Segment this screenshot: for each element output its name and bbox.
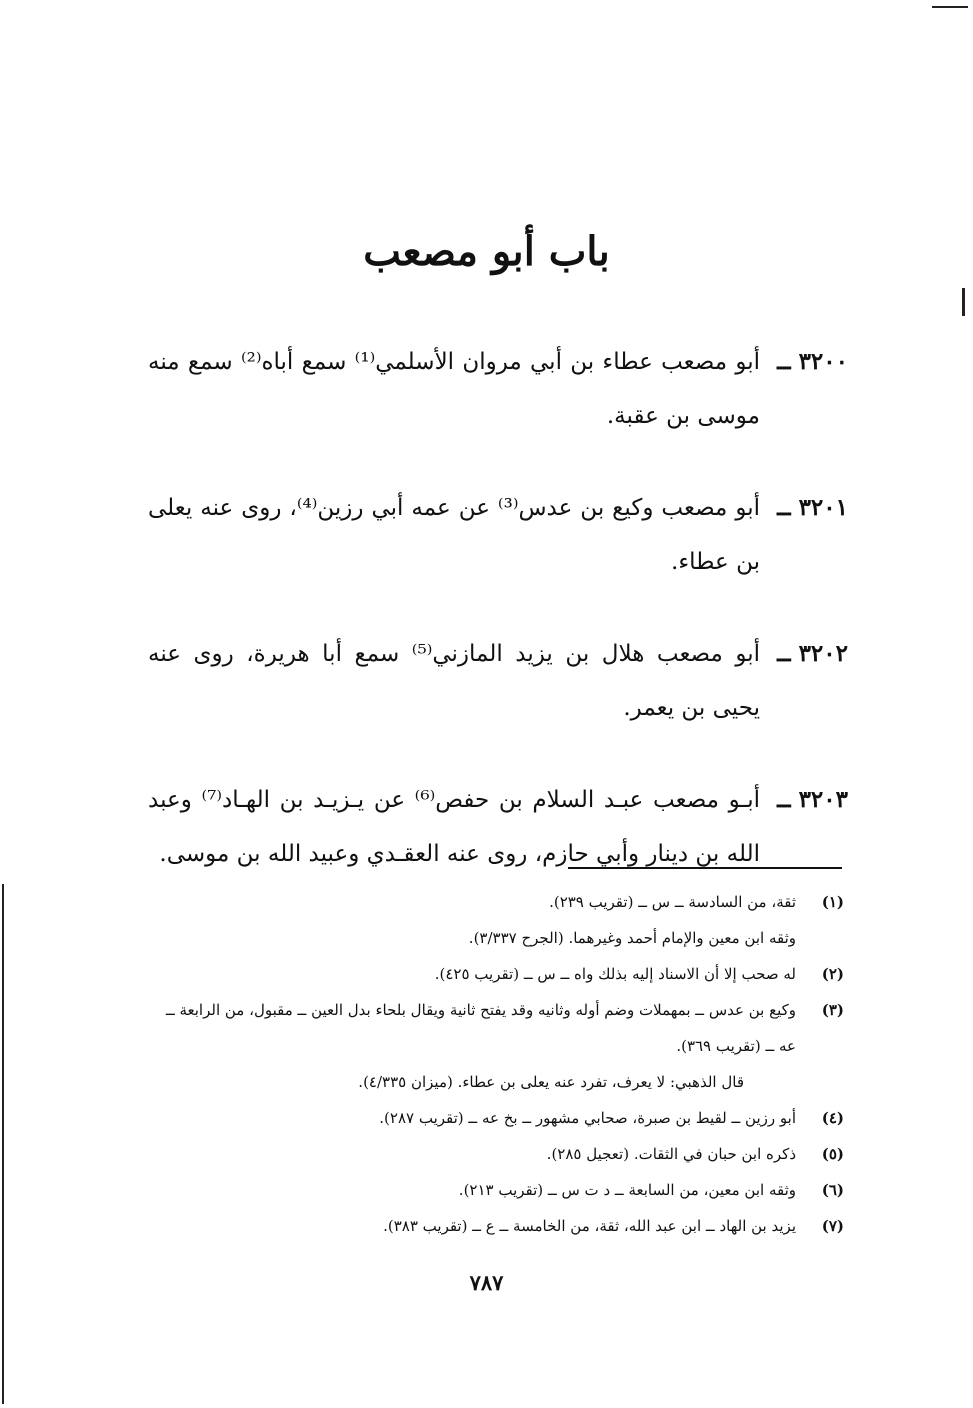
footnote-number: (٣) <box>821 1001 844 1019</box>
footnote-separator <box>568 867 842 869</box>
footnote-number: (٧) <box>821 1217 844 1235</box>
footnote-text: له صحب إلا أن الاسناد إليه بذلك واه ــ س ــ (تقريب ٤٢٥). <box>434 965 796 983</box>
entry-number: ٣٢٠٣ ــ <box>777 786 848 813</box>
footnote-3 <box>148 992 844 1064</box>
footnote-1 <box>148 884 844 920</box>
entry-3203 <box>148 773 848 881</box>
footnote-number: (١) <box>821 893 844 911</box>
footnotes-list <box>148 884 844 1244</box>
scan-edge-mark-right <box>962 288 965 316</box>
footnote-2 <box>148 956 844 992</box>
entry-3201 <box>148 481 848 589</box>
scan-edge-mark-left <box>2 884 4 1404</box>
footnote-text: يزيد بن الهاد ــ ابن عبد الله، ثقة، من الخامسة ــ ع ــ (تقريب ٣٨٣). <box>383 1217 796 1235</box>
entry-text: أبـو مصعب عبـد السلام بن حفص⁽⁶⁾ عن يـزيـد بن الهـاد⁽⁷⁾ وعبد الله بن دينار وأبي حازم، روى عنه العقـدي وعبيد الله بن موسى. <box>148 787 761 867</box>
page-number: ٧٨٧ <box>469 1270 504 1295</box>
page-title: باب أبو مصعب <box>363 228 610 275</box>
footnote-7 <box>148 1208 844 1244</box>
footnote-text: وكيع بن عدس ــ بمهملات وضم أوله وثانيه وقد يفتح ثانية ويقال بلحاء بدل العين ــ مقبول، من الرابعة ــ عه ــ (تقريب ٣٦٩). <box>165 1001 796 1055</box>
entry-number: ٣٢٠٠ ــ <box>777 348 848 375</box>
footnote-number: (٢) <box>821 965 844 983</box>
footnote-number: (٤) <box>821 1109 844 1127</box>
entry-text: أبو مصعب هلال بن يزيد المازني⁽⁵⁾ سمع أبا هريرة، روى عنه يحيى بن يعمر. <box>148 641 760 721</box>
footnote-1-continuation: وثقه ابن معين والإمام أحمد وغيرهما. (الجرح ٣/٣٣٧). <box>468 929 796 947</box>
entry-number: ٣٢٠٢ ــ <box>777 640 848 667</box>
footnote-6 <box>148 1172 844 1208</box>
entry-number: ٣٢٠١ ــ <box>777 494 848 521</box>
scan-edge-mark-top-right <box>932 6 968 8</box>
footnote-4 <box>148 1100 844 1136</box>
footnote-5 <box>148 1136 844 1172</box>
footnote-text: وثقه ابن معين، من السابعة ــ د ت س ــ (تقريب ٢١٣). <box>458 1181 796 1199</box>
footnote-text: أبو رزين ــ لقيط بن صبرة، صحابي مشهور ــ بخ عه ــ (تقريب ٢٨٧). <box>379 1109 796 1127</box>
footnote-number: (٦) <box>821 1181 844 1199</box>
footnote-text: ثقة، من السادسة ــ س ــ (تقريب ٢٣٩). <box>549 893 796 911</box>
footnote-text: ذكره ابن حبان في الثقات. (تعجيل ٢٨٥). <box>546 1145 796 1163</box>
entry-text: أبو مصعب عطاء بن أبي مروان الأسلمي⁽¹⁾ سمع أباه⁽²⁾ سمع منه موسى بن عقبة. <box>148 349 760 429</box>
footnote-3-continuation: قال الذهبي: لا يعرف، تفرد عنه يعلى بن عطاء. (ميزان ٤/٣٣٥). <box>358 1073 744 1091</box>
entry-3202 <box>148 627 848 735</box>
entries-list <box>148 335 848 919</box>
entry-3200 <box>148 335 848 443</box>
footnote-number: (٥) <box>821 1145 844 1163</box>
entry-text: أبو مصعب وكيع بن عدس⁽³⁾ عن عمه أبي رزين⁽⁴⁾، روى عنه يعلى بن عطاء. <box>148 495 760 575</box>
